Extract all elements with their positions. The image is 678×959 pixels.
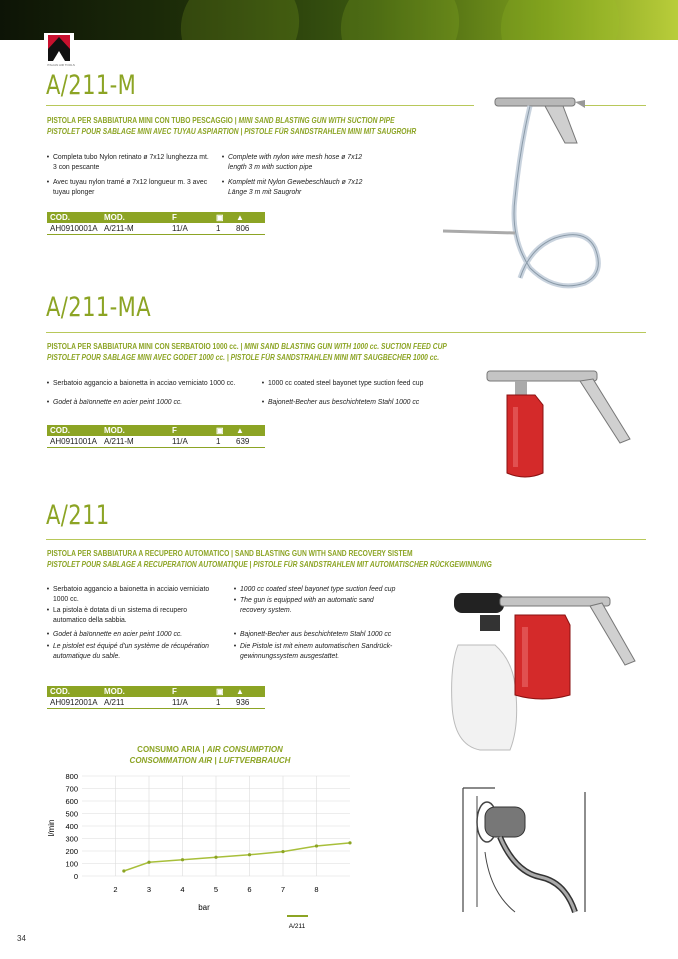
spec-table	[47, 212, 265, 235]
product-title: A/211-MA	[46, 292, 152, 323]
feature-bullet: • 1000 cc coated steel bayonet type suction feed cup	[240, 584, 402, 594]
cell-mod: A/211-M	[101, 436, 169, 448]
feature-bullet: • Bajonett-Becher aus beschichtetem Stahl 1000 cc	[268, 397, 448, 407]
cell-mod: A/211-M	[101, 223, 169, 235]
product-title: A/211-M	[46, 70, 137, 101]
banner-leaf-decor	[482, 0, 637, 40]
banner-leaf-decor	[162, 0, 317, 40]
table-row	[47, 697, 265, 709]
table-row	[47, 436, 265, 448]
col-cod: COD.	[47, 425, 101, 436]
data-point	[248, 853, 251, 856]
cell-cod: AH0912001A	[47, 697, 101, 709]
chart-title: CONSUMO ARIA | AIR CONSUMPTION	[137, 745, 283, 754]
title-divider	[46, 332, 646, 333]
col-mod: MOD.	[101, 425, 169, 436]
product-subtitle: PISTOLET POUR SABLAGE A RECUPERATION AUTOMATIQUE | PISTOLE FÜR SANDSTRAHLEN MIT AUTOMATISCHER RÜCKGEWINNUNG	[47, 560, 492, 569]
cell-cod: AH0910001A	[47, 223, 101, 235]
brand-logo	[44, 33, 74, 63]
y-axis-label: l/min	[47, 819, 56, 837]
feature-bullet: • Complete with nylon wire mesh hose ø 7x12 length 3 m with suction pipe	[228, 152, 381, 172]
feature-bullet: • Godet à baïonnette en acier peint 1000 cc.	[53, 397, 242, 407]
col-mod: MOD.	[101, 212, 169, 223]
air-consumption-chart	[40, 768, 360, 938]
y-tick-label: 500	[65, 809, 78, 819]
x-tick-label: 5	[213, 885, 219, 894]
usage-illustration	[455, 782, 595, 922]
y-axis-ticks	[65, 772, 78, 881]
logo-caption: ITALIAN AIR TOOLS	[47, 63, 75, 67]
weight-icon: ▲	[233, 425, 265, 436]
product-image-gun-with-recovery-bag	[440, 585, 640, 755]
chart-series	[122, 841, 351, 872]
col-cod: COD.	[47, 686, 101, 697]
box-icon: ▣	[213, 425, 233, 436]
cell-qty: 1	[213, 697, 233, 709]
feature-bullet: • The gun is equipped with an automatic sand recovery system.	[240, 595, 393, 615]
feature-bullet: • Bajonett-Becher aus beschichtetem Stahl 1000 cc	[240, 629, 411, 639]
y-tick-label: 700	[65, 784, 78, 794]
cell-f: 11/A	[169, 436, 213, 448]
x-tick-label: 6	[247, 885, 252, 894]
col-cod: COD.	[47, 212, 101, 223]
x-tick-label: 8	[314, 885, 319, 894]
y-tick-label: 400	[65, 822, 78, 831]
col-mod: MOD.	[101, 686, 169, 697]
cell-cod: AH0911001A	[47, 436, 101, 448]
data-point	[214, 856, 217, 859]
x-axis-ticks	[113, 885, 318, 894]
product-subtitle: PISTOLET POUR SABLAGE MINI AVEC TUYAU ASPIARTION | PISTOLE FÜR SANDSTRAHLEN MINI MIT SAUGROHR	[47, 127, 417, 136]
data-point	[281, 850, 284, 853]
product-subtitle: PISTOLET POUR SABLAGE MINI AVEC GODET 1000 cc. | PISTOLE FÜR SANDSTRAHLEN MINI MIT SAUGBECHER 1000 cc.	[47, 353, 440, 362]
top-banner	[0, 0, 678, 40]
cell-weight: 936	[233, 697, 265, 709]
data-point	[122, 869, 125, 872]
col-f: F	[169, 212, 213, 223]
product-title: A/211	[46, 500, 110, 531]
cell-f: 11/A	[169, 697, 213, 709]
banner-leaf-decor	[322, 0, 477, 40]
x-tick-label: 3	[146, 885, 152, 894]
y-tick-label: 300	[65, 834, 78, 844]
data-point	[181, 858, 184, 861]
col-f: F	[169, 425, 213, 436]
product-image-gun-with-cup	[485, 365, 635, 485]
feature-bullet: • Avec tuyau nylon tramé ø 7x12 longueur m. 3 avec tuyau plonger	[53, 177, 211, 197]
box-icon: ▣	[213, 212, 233, 223]
cell-qty: 1	[213, 436, 233, 448]
data-point	[315, 844, 318, 847]
weight-icon: ▲	[233, 212, 265, 223]
cell-f: 11/A	[169, 223, 213, 235]
product-image-gun-with-hose	[435, 88, 665, 318]
product-subtitle: PISTOLA PER SABBIATURA MINI CON TUBO PESCAGGIO | MINI SAND BLASTING GUN WITH SUCTION PIPE	[47, 116, 395, 125]
chart-title: CONSOMMATION AIR | LUFTVERBRAUCH	[129, 756, 291, 765]
x-tick-label: 7	[280, 885, 286, 894]
x-tick-label: 2	[113, 885, 118, 894]
weight-icon: ▲	[233, 686, 265, 697]
cell-weight: 806	[233, 223, 265, 235]
spec-table	[47, 686, 265, 709]
feature-bullet: • Serbatoio aggancio a baionetta in acciao verniciato 1000 cc.	[53, 378, 260, 388]
feature-bullet: • 1000 cc coated steel bayonet type suction feed cup	[268, 378, 448, 388]
table-row	[47, 223, 265, 235]
feature-bullet: • Komplett mit Nylon Gewebeschlauch ø 7x12 Länge 3 m mit Saugrohr	[228, 177, 381, 197]
feature-bullet: • Serbatoio aggancio a baionetta in acciaio verniciato 1000 cc.	[53, 584, 215, 604]
product-subtitle: PISTOLA PER SABBIATURA A RECUPERO AUTOMATICO | SAND BLASTING GUN WITH SAND RECOVERY SISTEM	[47, 549, 413, 558]
box-icon: ▣	[213, 686, 233, 697]
y-tick-label: 100	[65, 859, 78, 869]
title-divider	[46, 539, 646, 540]
y-tick-label: 200	[65, 847, 78, 856]
product-subtitle: PISTOLA PER SABBIATURA MINI CON SERBATOIO 1000 cc. | MINI SAND BLASTING GUN WITH 1000 cc. SUCTION FEED CUP	[47, 342, 447, 351]
title-divider	[46, 105, 474, 106]
data-point	[348, 841, 351, 844]
y-tick-label: 0	[73, 872, 78, 881]
cell-mod: A/211	[101, 697, 169, 709]
feature-bullet: • La pistola è dotata di un sistema di recupero automatico della sabbia.	[53, 605, 215, 625]
y-tick-label: 800	[65, 772, 78, 781]
chart-grid	[82, 776, 350, 876]
cell-qty: 1	[213, 223, 233, 235]
page-number: 34	[17, 934, 26, 943]
spec-table	[47, 425, 265, 448]
x-axis-label: bar	[198, 903, 210, 912]
col-f: F	[169, 686, 213, 697]
data-point	[147, 861, 150, 864]
legend-label: A/211	[288, 923, 306, 930]
feature-bullet: • Godet à baïonnette en acier peint 1000 cc.	[53, 629, 215, 639]
feature-bullet: • Le pistolet est équipé d'un système de récupération automatique du sable.	[53, 641, 215, 661]
x-tick-label: 4	[180, 885, 185, 894]
cell-weight: 639	[233, 436, 265, 448]
feature-bullet: • Die Pistole ist mit einem automatischen Sandrück-gewinnungssystem ausgestattet.	[240, 641, 411, 661]
y-tick-label: 600	[65, 797, 78, 806]
feature-bullet: • Completa tubo Nylon retinato ø 7x12 lunghezza mt. 3 con pescante	[53, 152, 211, 172]
